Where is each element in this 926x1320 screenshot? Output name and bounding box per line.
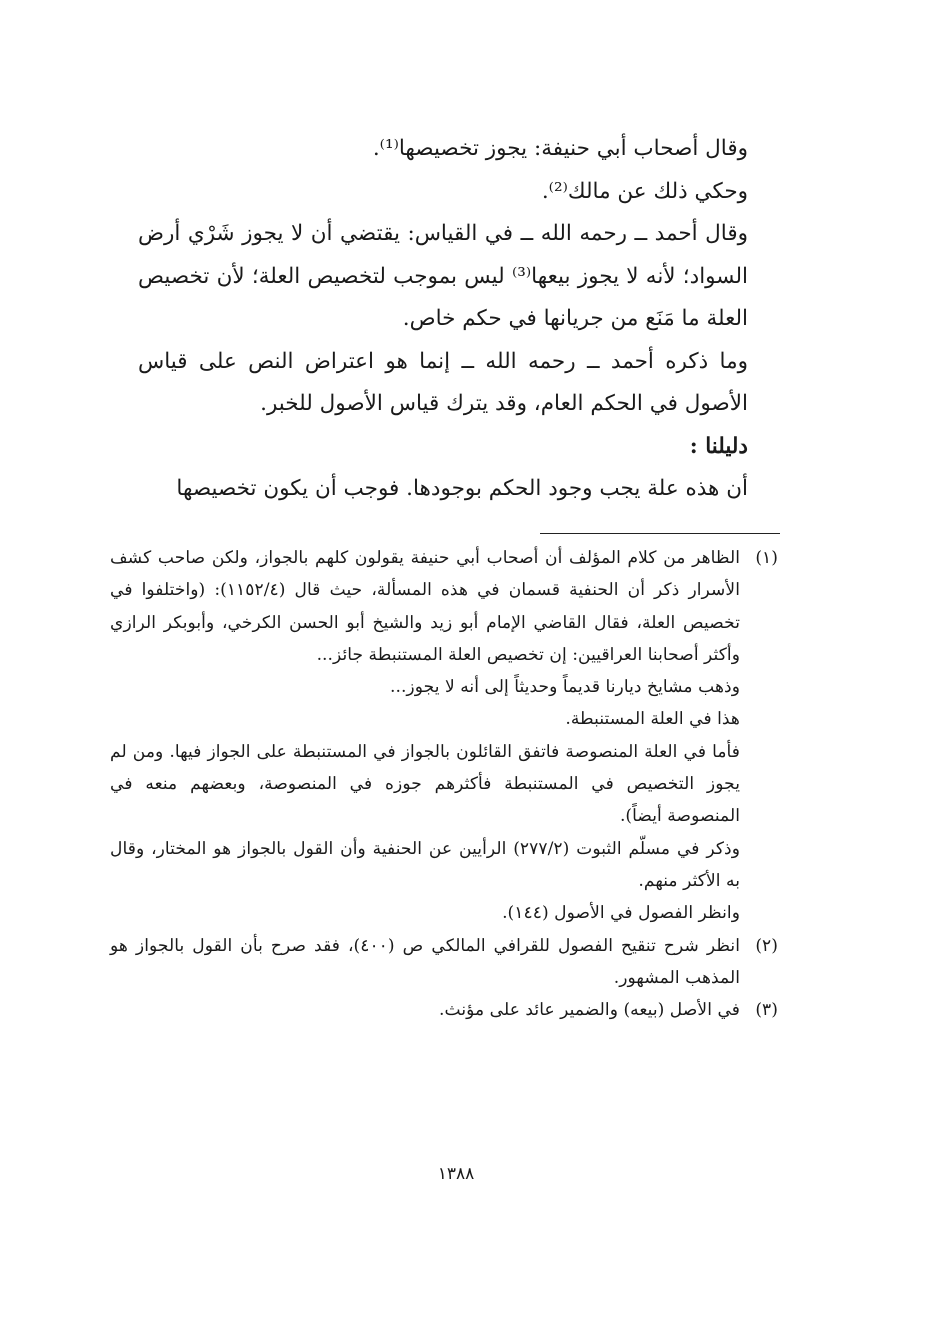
- paragraph-evidence: أن هذه علة يجب وجود الحكم بوجودها. فوجب أن يكون تخصيصها: [176, 476, 748, 501]
- footnote-paragraph: الظاهر من كلام المؤلف أن أصحاب أبي حنيفة يقولون كلهم بالجواز، ولكن صاحب كشف الأسرار ذكر أن الحنفية قسمان في هذه المسألة، حيث قال (١١٥٢/٤): (واختلفوا في تخصيص العلة، فقال القاضي الإمام أبو زيد والشيخ أبو الحسن الكرخي، وأبوبكر الرازي وأكثر أصحابنا العراقيين: إن تخصيص العلة المستنبطة جائز...: [110, 548, 740, 665]
- evidence-heading: دليلنا :: [689, 433, 748, 459]
- footnote-number: (١): [755, 548, 778, 568]
- footnote-paragraph: هذا في العلة المستنبطة.: [565, 709, 740, 730]
- footnote-number: (٣): [755, 1000, 778, 1021]
- paragraph-ahmad-explanation: وما ذكره أحمد ــ رحمه الله ــ إنما هو اعتراض النص على قياس الأصول في الحكم العام، وقد يترك قياس الأصول للخبر.: [138, 348, 748, 416]
- footnote-paragraph: وذكر في مسلّم الثبوت (٢٧٧/٢) الرأيين عن الحنفية وأن القول بالجواز هو المختار، وقال به الأكثر منهم.: [110, 838, 740, 891]
- footnote-divider: [540, 533, 780, 534]
- footnote-paragraph: فأما في العلة المنصوصة فاتفق القائلون بالجواز في المستنبطة على الجواز فيها. ومن لم يجوز التخصيص في المستنبطة فأكثرهم جوزه في المنصوصة، وبعضهم منعه في المنصوصة أيضاً).: [110, 741, 740, 827]
- footnote-paragraph: انظر شرح تنقيح الفصول للقرافي المالكي ص (٤٠٠)، فقد صرح بأن القول بالجواز هو المذهب المشهور.: [110, 935, 740, 988]
- footnote-1: [110, 542, 778, 930]
- footnotes-block: [110, 542, 778, 1026]
- footnote-paragraph: في الأصل (بيعه) والضمير عائد على مؤنث.: [439, 1000, 740, 1021]
- paragraph-ahmad-qiyas: وقال أحمد ــ رحمه الله ــ في القياس: يقتضي أن لا يجوز شَرْي أرض السواد؛ لأنه لا يجوز بيعها⁽³⁾ ليس بموجب لتخصيص العلة؛ لأن تخصيص العلة ما مَنَع من جريانها في حكم خاص.: [138, 221, 748, 331]
- main-text-block: [138, 128, 778, 511]
- footnote-paragraph: وذهب مشايخ ديارنا قديماً وحديثاً إلى أنه لا يجوز...: [390, 677, 740, 698]
- page-number: ١٣٨٨: [437, 1164, 475, 1184]
- paragraph-malik-view: وحكي ذلك عن مالك⁽²⁾.: [541, 178, 748, 204]
- footnote-2: [110, 930, 778, 995]
- paragraph-hanafi-view: وقال أصحاب أبي حنيفة: يجوز تخصيصها⁽¹⁾.: [372, 136, 748, 161]
- footnote-3: [110, 994, 778, 1026]
- footnote-paragraph: وانظر الفصول في الأصول (١٤٤).: [502, 903, 740, 924]
- footnote-number: (٢): [755, 935, 778, 956]
